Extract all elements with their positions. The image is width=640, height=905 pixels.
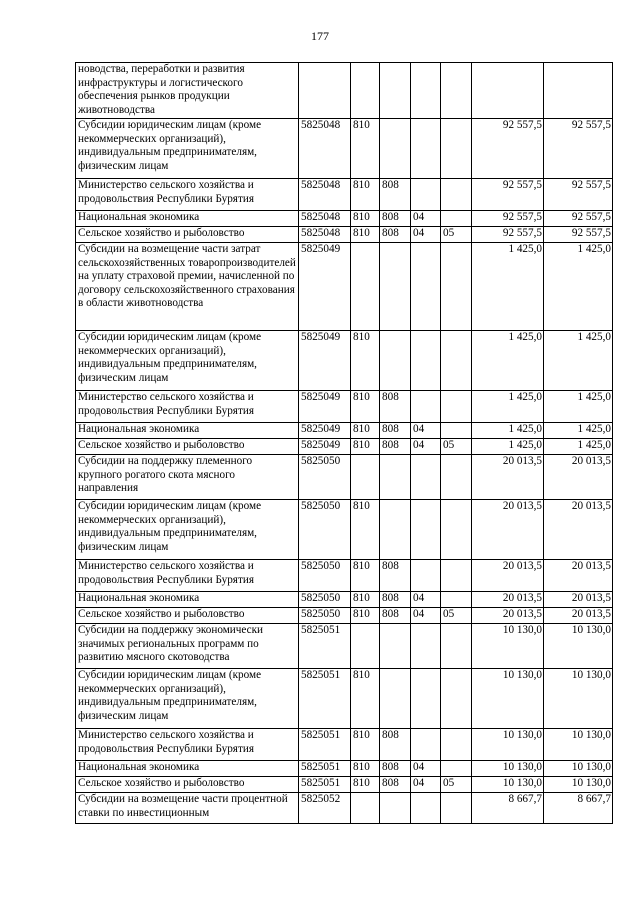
table-row [76,119,613,179]
row-ved [351,624,380,669]
row-amount-1: 1 425,0 [472,331,544,391]
row-amount-2: 10 130,0 [544,777,613,793]
row-ministry-code [380,500,411,560]
row-ministry-code: 808 [380,777,411,793]
row-subsection [441,179,472,211]
table-row [76,439,613,455]
row-code: 5825048 [299,227,351,243]
table-row [76,669,613,729]
row-ved: 810 [351,560,380,592]
row-amount-1: 10 130,0 [472,777,544,793]
row-ministry-code: 808 [380,608,411,624]
row-amount-1: 20 013,5 [472,560,544,592]
row-section: 04 [411,608,441,624]
row-code: 5825048 [299,211,351,227]
table-row [76,624,613,669]
row-section [411,455,441,500]
row-subsection [441,761,472,777]
row-amount-2: 20 013,5 [544,592,613,608]
row-section [411,729,441,761]
row-subsection [441,63,472,119]
row-ministry-code: 808 [380,211,411,227]
table-row [76,179,613,211]
row-ministry-code [380,63,411,119]
row-section [411,63,441,119]
row-ved: 810 [351,119,380,179]
row-name: Субсидии на возмещение части процентной ставки по инвестиционным [76,793,299,824]
row-subsection: 05 [441,608,472,624]
row-amount-2: 10 130,0 [544,729,613,761]
row-code: 5825052 [299,793,351,824]
row-ved: 810 [351,500,380,560]
row-code: 5825050 [299,560,351,592]
row-amount-2: 20 013,5 [544,455,613,500]
row-amount-2: 10 130,0 [544,624,613,669]
row-subsection [441,669,472,729]
row-name: Министерство сельского хозяйства и продовольствия Республики Бурятия [76,729,299,761]
table-body [76,63,613,824]
row-code: 5825050 [299,592,351,608]
row-code: 5825049 [299,243,351,331]
row-subsection [441,624,472,669]
row-name: Сельское хозяйство и рыболовство [76,227,299,243]
row-amount-2: 92 557,5 [544,227,613,243]
row-amount-2: 20 013,5 [544,560,613,592]
row-amount-2: 92 557,5 [544,179,613,211]
row-ved: 810 [351,331,380,391]
row-section: 04 [411,423,441,439]
row-name: Субсидии на поддержку племенного крупного рогатого скота мясного направления [76,455,299,500]
row-section [411,391,441,423]
row-amount-2: 1 425,0 [544,243,613,331]
row-ministry-code: 808 [380,729,411,761]
table-row [76,608,613,624]
row-section [411,119,441,179]
row-ministry-code [380,331,411,391]
row-subsection [441,455,472,500]
row-amount-1: 1 425,0 [472,391,544,423]
row-ministry-code: 808 [380,592,411,608]
row-ved: 810 [351,439,380,455]
row-amount-2: 92 557,5 [544,211,613,227]
row-section [411,669,441,729]
row-ved: 810 [351,391,380,423]
row-code: 5825049 [299,439,351,455]
row-section: 04 [411,211,441,227]
row-ministry-code: 808 [380,560,411,592]
row-ministry-code: 808 [380,227,411,243]
row-ved: 810 [351,608,380,624]
row-ved [351,793,380,824]
row-amount-1: 10 130,0 [472,729,544,761]
row-name: Субсидии на поддержку экономически значимых региональных программ по развитию мясного скотоводства [76,624,299,669]
row-ministry-code [380,624,411,669]
row-subsection [441,331,472,391]
row-name: Национальная экономика [76,592,299,608]
row-ved: 810 [351,777,380,793]
row-ved: 810 [351,729,380,761]
row-name: Национальная экономика [76,423,299,439]
row-subsection [441,592,472,608]
row-amount-1: 92 557,5 [472,227,544,243]
row-subsection [441,729,472,761]
row-subsection: 05 [441,227,472,243]
table-row [76,227,613,243]
row-amount-2: 10 130,0 [544,761,613,777]
table-row [76,455,613,500]
row-subsection [441,119,472,179]
row-code: 5825048 [299,179,351,211]
row-subsection [441,391,472,423]
row-subsection [441,423,472,439]
row-code: 5825050 [299,455,351,500]
row-section: 04 [411,439,441,455]
row-amount-2: 1 425,0 [544,423,613,439]
row-amount-1: 20 013,5 [472,455,544,500]
row-amount-1: 92 557,5 [472,119,544,179]
row-amount-1: 10 130,0 [472,669,544,729]
row-amount-1: 20 013,5 [472,608,544,624]
row-ved: 810 [351,179,380,211]
row-subsection: 05 [441,439,472,455]
row-code: 5825051 [299,761,351,777]
row-section: 04 [411,592,441,608]
row-code: 5825050 [299,500,351,560]
row-amount-2: 1 425,0 [544,391,613,423]
row-code: 5825049 [299,423,351,439]
table-row [76,63,613,119]
row-amount-1: 8 667,7 [472,793,544,824]
row-section: 04 [411,227,441,243]
row-ministry-code [380,669,411,729]
row-ved [351,243,380,331]
row-ministry-code [380,119,411,179]
row-subsection [441,211,472,227]
row-amount-2: 20 013,5 [544,608,613,624]
row-amount-1: 1 425,0 [472,439,544,455]
table-row [76,777,613,793]
row-amount-2: 10 130,0 [544,669,613,729]
row-code: 5825051 [299,729,351,761]
row-ved: 810 [351,227,380,243]
row-ministry-code: 808 [380,439,411,455]
budget-table [75,62,613,824]
row-amount-2: 92 557,5 [544,119,613,179]
row-subsection [441,560,472,592]
row-section [411,331,441,391]
row-amount-1: 92 557,5 [472,179,544,211]
page-number: 177 [311,29,329,43]
table-row [76,211,613,227]
table-row [76,592,613,608]
table-row [76,243,613,331]
row-ved: 810 [351,211,380,227]
row-ved [351,455,380,500]
row-subsection [441,793,472,824]
row-amount-2: 1 425,0 [544,439,613,455]
row-section: 04 [411,761,441,777]
row-name: Министерство сельского хозяйства и продовольствия Республики Бурятия [76,560,299,592]
row-ved: 810 [351,669,380,729]
row-name: Субсидии юридическим лицам (кроме некоммерческих организаций), индивидуальным предпринимателям, физическим лицам [76,669,299,729]
table-row [76,500,613,560]
row-ved [351,63,380,119]
row-amount-1: 92 557,5 [472,211,544,227]
row-amount-2: 20 013,5 [544,500,613,560]
row-code [299,63,351,119]
row-code: 5825049 [299,391,351,423]
row-ved: 810 [351,592,380,608]
row-code: 5825048 [299,119,351,179]
row-ministry-code: 808 [380,761,411,777]
row-ministry-code [380,793,411,824]
row-amount-2: 8 667,7 [544,793,613,824]
row-code: 5825049 [299,331,351,391]
row-subsection: 05 [441,777,472,793]
row-name: Субсидии на возмещение части затрат сельскохозяйственных товаропроизводителей на уплату страховой премии, начисленной по договору сельскохозяйственного страхования в области животноводства [76,243,299,331]
row-name: новодства, переработки и развития инфраструктуры и логистического обеспечения рынков продукции животноводства [76,63,299,119]
table-row [76,560,613,592]
row-section [411,179,441,211]
row-section: 04 [411,777,441,793]
row-code: 5825051 [299,777,351,793]
row-code: 5825051 [299,624,351,669]
row-name: Субсидии юридическим лицам (кроме некоммерческих организаций), индивидуальным предпринимателям, физическим лицам [76,500,299,560]
row-code: 5825050 [299,608,351,624]
row-name: Субсидии юридическим лицам (кроме некоммерческих организаций), индивидуальным предпринимателям, физическим лицам [76,331,299,391]
row-name: Национальная экономика [76,211,299,227]
row-section [411,560,441,592]
table-row [76,761,613,777]
row-amount-1: 1 425,0 [472,423,544,439]
row-ministry-code [380,455,411,500]
row-name: Национальная экономика [76,761,299,777]
row-amount-1: 10 130,0 [472,624,544,669]
row-ministry-code [380,243,411,331]
row-ministry-code: 808 [380,179,411,211]
row-subsection [441,243,472,331]
row-ministry-code: 808 [380,391,411,423]
row-amount-1 [472,63,544,119]
row-section [411,793,441,824]
row-amount-1: 10 130,0 [472,761,544,777]
row-name: Министерство сельского хозяйства и продовольствия Республики Бурятия [76,179,299,211]
row-amount-1: 20 013,5 [472,500,544,560]
row-name: Сельское хозяйство и рыболовство [76,777,299,793]
row-amount-2: 1 425,0 [544,331,613,391]
row-amount-1: 1 425,0 [472,243,544,331]
row-section [411,243,441,331]
row-ved: 810 [351,761,380,777]
row-ved: 810 [351,423,380,439]
row-section [411,624,441,669]
row-amount-2 [544,63,613,119]
table-row [76,391,613,423]
row-name: Сельское хозяйство и рыболовство [76,608,299,624]
row-name: Сельское хозяйство и рыболовство [76,439,299,455]
row-ministry-code: 808 [380,423,411,439]
row-name: Субсидии юридическим лицам (кроме некоммерческих организаций), индивидуальным предпринимателям, физическим лицам [76,119,299,179]
table-row [76,331,613,391]
row-subsection [441,500,472,560]
row-amount-1: 20 013,5 [472,592,544,608]
table-row [76,793,613,824]
table-row [76,423,613,439]
row-section [411,500,441,560]
table-row [76,729,613,761]
row-code: 5825051 [299,669,351,729]
row-name: Министерство сельского хозяйства и продовольствия Республики Бурятия [76,391,299,423]
